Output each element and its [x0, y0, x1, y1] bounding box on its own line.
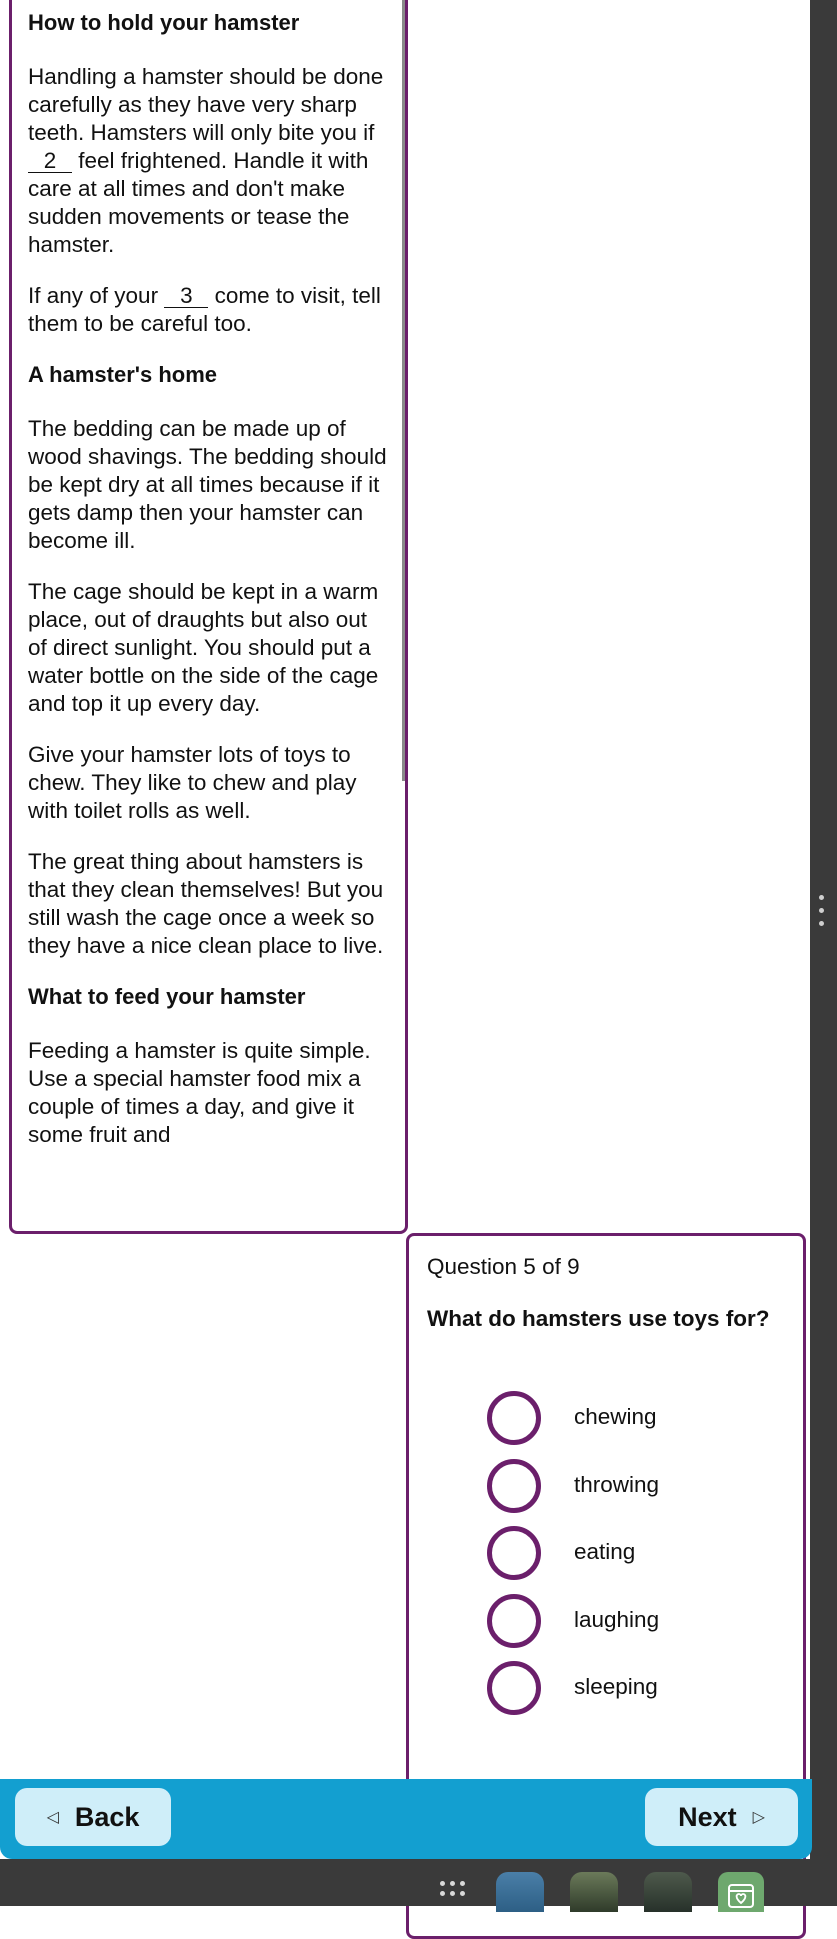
blank-3: 3 — [164, 285, 208, 308]
question-text: What do hamsters use toys for? — [427, 1306, 770, 1331]
blank-2: 2 — [28, 150, 72, 173]
radio-circle-icon[interactable] — [487, 1391, 541, 1445]
option-label[interactable]: throwing — [574, 1471, 660, 1497]
radio-circle-icon[interactable] — [487, 1526, 541, 1580]
radio-circle-icon[interactable] — [487, 1594, 541, 1648]
window-edge — [810, 0, 837, 1906]
taskbar-app-2-icon[interactable] — [570, 1872, 618, 1912]
next-button[interactable] — [645, 1788, 798, 1846]
system-taskbar — [0, 1859, 837, 1906]
option-label[interactable]: chewing — [574, 1404, 657, 1429]
radio-circle-icon[interactable] — [487, 1661, 541, 1715]
heading-hold: How to hold your hamster — [28, 10, 300, 35]
taskbar-app-3-icon[interactable] — [644, 1872, 692, 1912]
option-chewing[interactable] — [487, 1391, 787, 1459]
paragraph-home-1: The bedding can be made up of wood shavings. The bedding should be kept dry at all times because if it gets damp then your hamster can become ill. — [28, 416, 387, 553]
heading-feed: What to feed your hamster — [28, 984, 306, 1009]
bottom-nav-bar — [0, 1779, 812, 1859]
paragraph-feed-1: Feeding a hamster is quite simple. Use a special hamster food mix a couple of times a day, and give it some fruit and — [28, 1038, 371, 1147]
option-sleeping[interactable] — [487, 1661, 787, 1729]
taskbar-calendar-heart-icon[interactable] — [718, 1872, 764, 1912]
radio-circle-icon[interactable] — [487, 1459, 541, 1513]
paragraph-hold-2: If any of your 3 come to visit, tell them to be careful too. — [28, 283, 381, 336]
heading-home: A hamster's home — [28, 362, 218, 387]
option-label[interactable]: sleeping — [574, 1674, 658, 1699]
option-label[interactable]: eating — [574, 1539, 636, 1564]
back-button-label: Back — [74, 1801, 140, 1832]
app-grid-icon[interactable] — [440, 1881, 470, 1905]
option-label[interactable]: laughing — [574, 1606, 660, 1632]
question-number: Question 5 of 9 — [427, 1254, 580, 1279]
triangle-right-icon: ▷ — [752, 1809, 765, 1826]
passage-scrollbar[interactable] — [402, 0, 408, 781]
option-eating[interactable] — [487, 1526, 787, 1594]
triangle-left-icon: ◁ — [46, 1809, 59, 1826]
paragraph-hold-1: Handling a hamster should be done carefully as they have very sharp teeth. Hamsters will only bite you if 2 feel frightened. Handle it with care at all times and don't make sudden movements or tease the hamster. — [28, 64, 384, 257]
paragraph-home-4: The great thing about hamsters is that they clean themselves! But you still wash the cage once a week so they have a nice clean place to live. — [28, 849, 384, 958]
next-button-label: Next — [678, 1801, 737, 1832]
answer-options — [487, 1391, 787, 1729]
paragraph-home-2: The cage should be kept in a warm place, out of draughts but also out of direct sunlight. You should put a water bottle on the side of the cage and top it up every day. — [28, 579, 379, 716]
option-throwing[interactable] — [487, 1459, 787, 1527]
reading-passage[interactable] — [9, 0, 408, 1234]
taskbar-app-1-icon[interactable] — [496, 1872, 544, 1912]
paragraph-home-3: Give your hamster lots of toys to chew. They like to chew and play with toilet rolls as well. — [28, 742, 357, 823]
option-laughing[interactable] — [487, 1594, 787, 1662]
split-handle-icon[interactable] — [819, 895, 825, 934]
back-button[interactable] — [15, 1788, 171, 1846]
